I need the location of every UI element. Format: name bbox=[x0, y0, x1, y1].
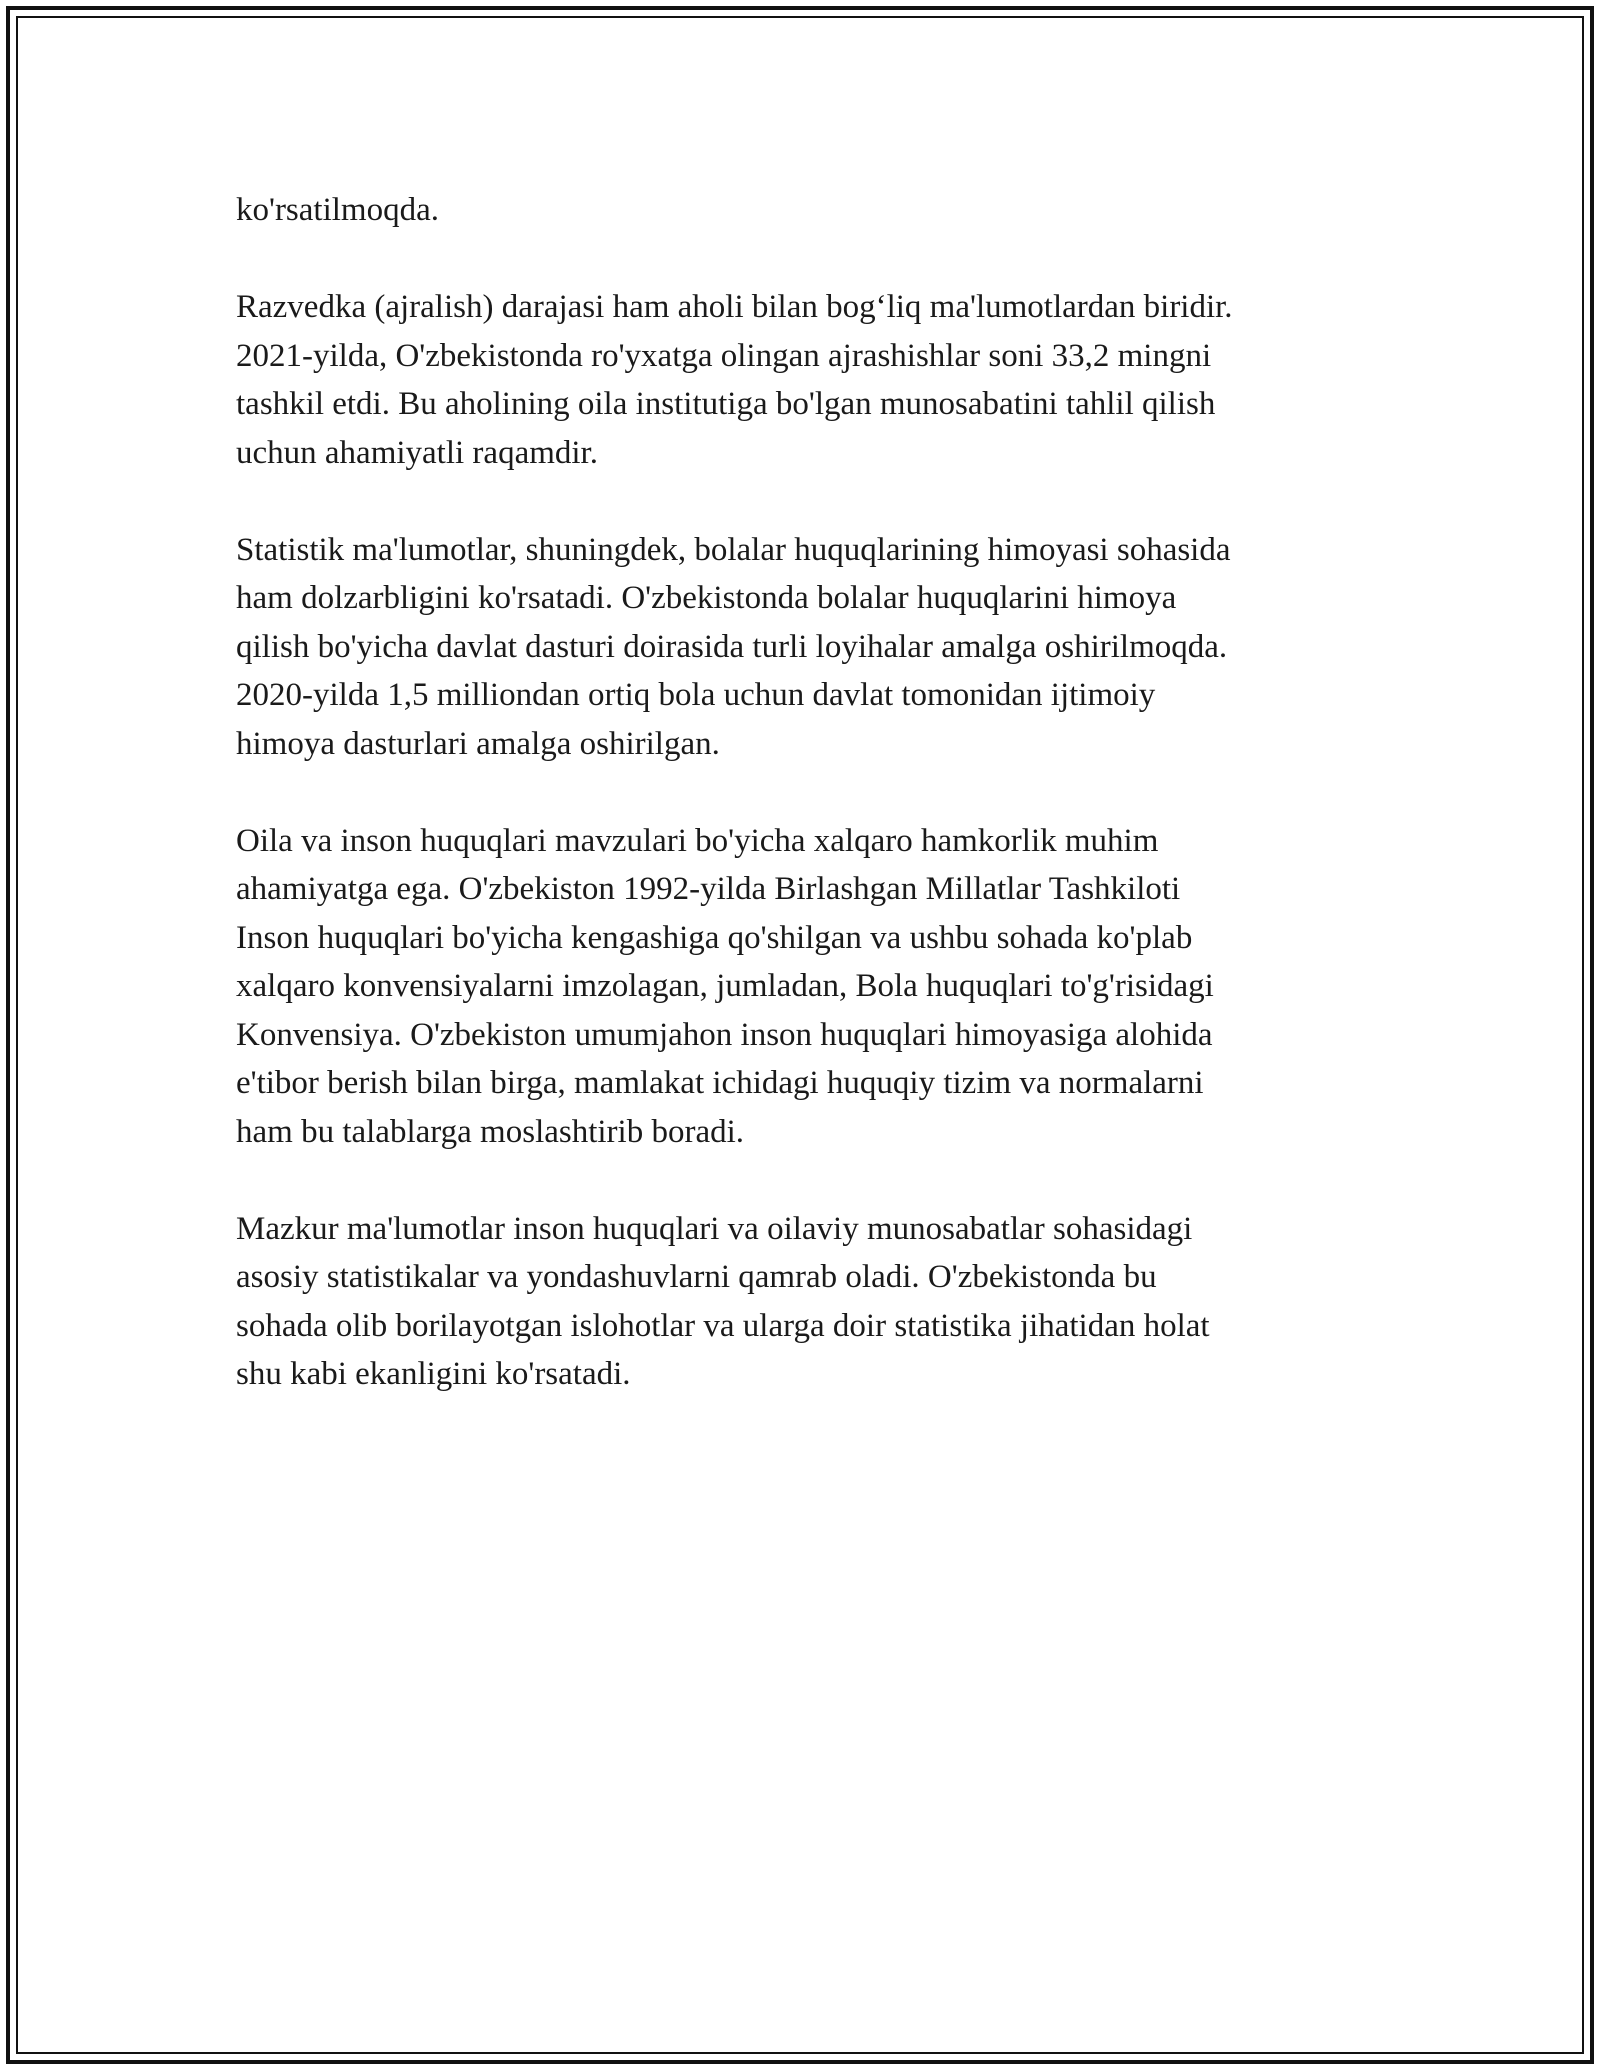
paragraph-continuation: ko'rsatilmoqda. bbox=[236, 192, 439, 228]
paragraph-divorce-statistics: Razvedka (ajralish) darajasi ham aholi bilan bog‘liq ma'lumotlardan biridir. 2021-yilda, O'zbekistonda ro'yxatga olingan ajrashishlar soni 33,2 mingni tashkil etdi. Bu aholining oila institutiga bo'lgan munosabatini tahlil qilish uchun ahamiyatli raqamdir. bbox=[236, 289, 1233, 471]
paragraph-child-rights: Statistik ma'lumotlar, shuningdek, bolalar huquqlarining himoyasi sohasida ham dolzarbligini ko'rsatadi. O'zbekistonda bolalar huquqlarini himoya qilish bo'yicha davlat dasturi doirasida turli loyihalar amalga oshirilmoqda. 2020-yilda 1,5 milliondan ortiq bola uchun davlat tomonidan ijtimoiy himoya dasturlari amalga oshirilgan. bbox=[236, 531, 1231, 762]
paragraph-international-cooperation: Oila va inson huquqlari mavzulari bo'yicha xalqaro hamkorlik muhim ahamiyatga ega. O'zbekiston 1992-yilda Birlashgan Millatlar Tashkiloti Inson huquqlari bo'yicha kengashiga qo'shilgan va ushbu sohada ko'plab xalqaro konvensiyalarni imzolagan, jumladan, Bola huquqlari to'g'risidagi Konvensiya. O'zbekiston umumjahon inson huquqlari himoyasiga alohida e'tibor berish bilan birga, mamlakat ichidagi huquqiy tizim va normalarni ham bu talablarga moslashtirib boradi. bbox=[236, 822, 1214, 1150]
document-body bbox=[236, 186, 1366, 1447]
paragraph-conclusion: Mazkur ma'lumotlar inson huquqlari va oilaviy munosabatlar sohasidagi asosiy statistikalar va yondashuvlarni qamrab oladi. O'zbekistonda bu sohada olib borilayotgan islohotlar va ularga doir statistika jihatidan holat shu kabi ekanligini ko'rsatadi. bbox=[236, 1210, 1210, 1392]
